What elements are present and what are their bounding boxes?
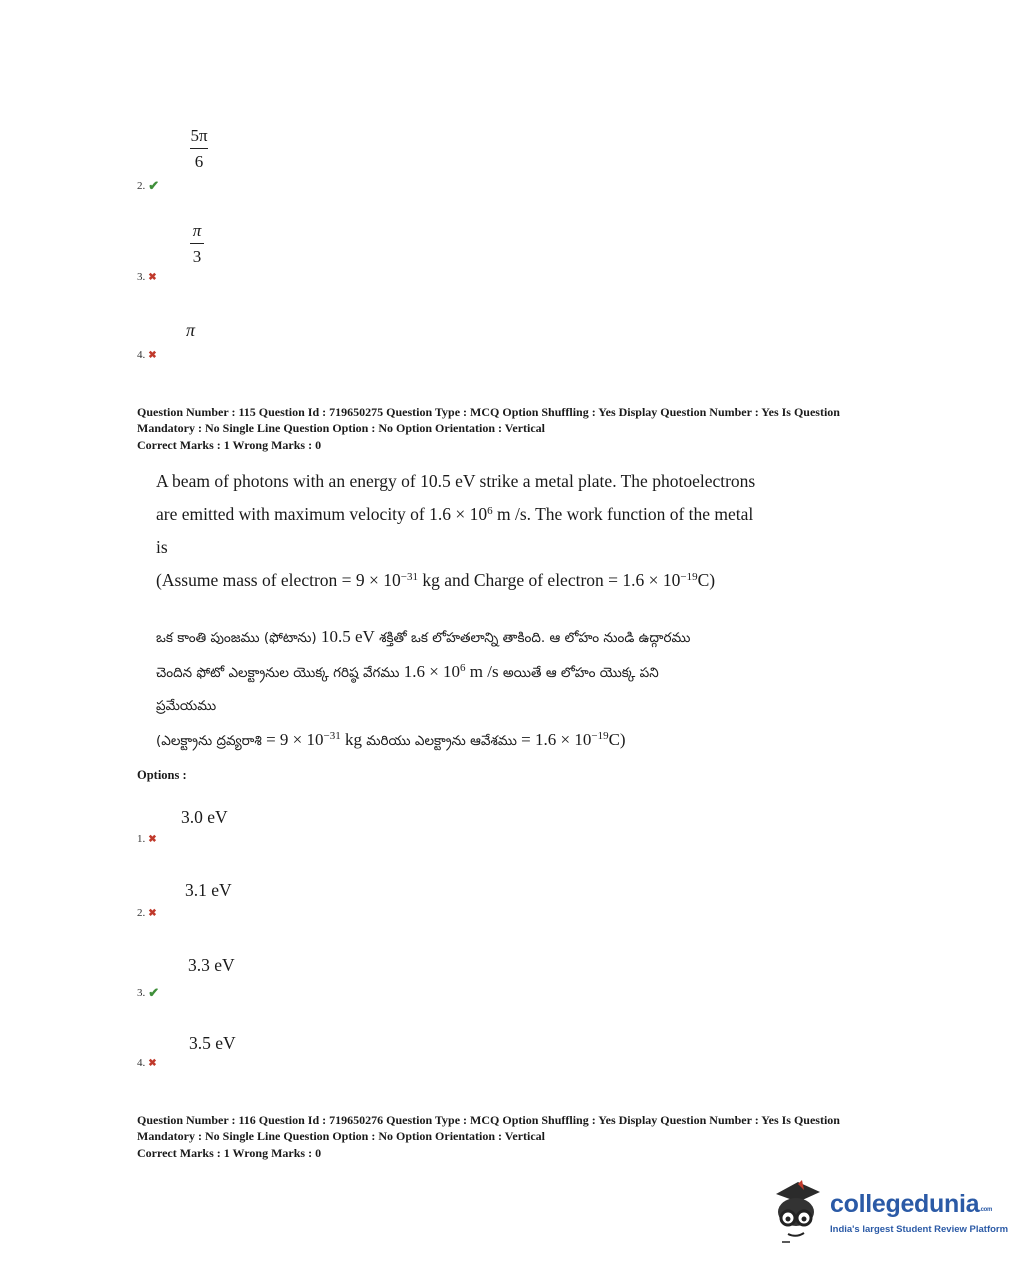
text-run: m /s. The work function of the metal bbox=[492, 504, 754, 524]
logo-text bbox=[830, 1192, 1008, 1235]
text-run: శక్తితో ఒక లోహతలాన్ని తాకింది. ఆ లోహం నుండి ఉద్గారము bbox=[374, 630, 691, 646]
text-run: (ఎలక్ట్రాను ద్రవ్యరాశి bbox=[156, 733, 267, 749]
prev-option-4-label bbox=[137, 349, 157, 361]
question-line bbox=[156, 564, 836, 597]
prev-option-2-value bbox=[190, 127, 208, 170]
check-icon: ✔ bbox=[148, 178, 160, 193]
exponent: 6 bbox=[487, 505, 493, 517]
option-number: 3. bbox=[137, 987, 146, 999]
text-run: 1.6 × 10 bbox=[403, 662, 461, 681]
q115-meta bbox=[137, 405, 917, 454]
fraction-bar bbox=[190, 148, 208, 149]
cross-icon: ✖ bbox=[148, 1057, 157, 1069]
text-run bbox=[266, 730, 362, 749]
meta-line: Mandatory : No Single Line Question Option : No Option Orientation : Vertical bbox=[137, 1128, 546, 1143]
text-run: మరియు ఎలక్ట్రాను ఆవేశము bbox=[361, 733, 522, 749]
q115-english-text bbox=[156, 465, 836, 597]
text-run: = 9 × 10 bbox=[266, 730, 324, 749]
exponent: −31 bbox=[400, 571, 418, 583]
prev-option-3-label bbox=[137, 271, 157, 283]
question-line: ప్రమేయము bbox=[156, 698, 217, 714]
fraction-numerator: 5π bbox=[190, 126, 208, 145]
text-run: అయితే ఆ లోహం యొక్క పని bbox=[498, 665, 659, 681]
prev-option-3-value bbox=[190, 222, 204, 265]
check-icon: ✔ bbox=[148, 985, 160, 1000]
text-run bbox=[521, 730, 625, 749]
text-run: చెందిన ఫోటో ఎలక్ట్రానుల యొక్క గరిష్ఠ వేగము bbox=[156, 665, 404, 681]
brand-text: collegedunia bbox=[830, 1190, 980, 1218]
fraction-numerator: π bbox=[192, 221, 202, 240]
text-run bbox=[404, 662, 499, 681]
meta-line: Mandatory : No Single Line Question Option : No Option Orientation : Vertical bbox=[137, 420, 546, 435]
fraction-bar bbox=[190, 243, 204, 244]
mascot-icon bbox=[768, 1178, 824, 1244]
cross-icon: ✖ bbox=[148, 271, 157, 283]
text-run: 10.5 eV bbox=[320, 627, 375, 646]
prev-option-2-label bbox=[137, 178, 159, 194]
brand-name bbox=[830, 1192, 1008, 1217]
question-line bbox=[156, 620, 836, 655]
text-run: = 1.6 × 10 bbox=[521, 730, 592, 749]
exponent: 6 bbox=[460, 662, 466, 674]
question-line: is bbox=[156, 537, 168, 557]
option-number: 4. bbox=[137, 349, 146, 361]
cross-icon: ✖ bbox=[148, 907, 157, 919]
option-2-label bbox=[137, 907, 157, 919]
question-line bbox=[156, 655, 836, 690]
text-run: C) bbox=[697, 570, 716, 590]
option-number: 2. bbox=[137, 180, 146, 192]
prev-option-4-value: π bbox=[186, 320, 196, 340]
cross-icon: ✖ bbox=[148, 349, 157, 361]
q116-meta bbox=[137, 1113, 917, 1162]
collegedunia-logo bbox=[768, 1178, 1008, 1244]
option-3-value: 3.3 eV bbox=[188, 955, 235, 975]
option-number: 4. bbox=[137, 1057, 146, 1069]
cross-icon: ✖ bbox=[148, 833, 157, 845]
fraction-denominator: 6 bbox=[194, 152, 204, 172]
brand-suffix: .com bbox=[979, 1207, 993, 1213]
question-line bbox=[156, 498, 836, 531]
meta-line: Question Number : 116 Question Id : 719650276 Question Type : MCQ Option Shuffling : Yes Display Question Number : Yes Is Question bbox=[137, 1113, 840, 1127]
text-run: are emitted with maximum velocity of 1.6 × 10 bbox=[156, 504, 488, 524]
brand-tagline: India's largest Student Review Platform bbox=[830, 1224, 1009, 1235]
option-4-label bbox=[137, 1057, 157, 1069]
fraction-denominator: 3 bbox=[192, 247, 202, 267]
marks-line: Correct Marks : 1 Wrong Marks : 0 bbox=[137, 438, 322, 452]
option-4-value: 3.5 eV bbox=[189, 1033, 236, 1053]
option-1-label bbox=[137, 833, 157, 845]
text-run: m /s bbox=[465, 662, 499, 681]
text-run: (Assume mass of electron = 9 × 10 bbox=[156, 570, 401, 590]
text-run: C) bbox=[608, 730, 626, 749]
marks-line: Correct Marks : 1 Wrong Marks : 0 bbox=[137, 1146, 322, 1160]
q115-telugu-text bbox=[156, 620, 836, 758]
text-run: ఒక కాంతి పుంజము (ఫోటాను) bbox=[156, 630, 321, 646]
text-run: kg and Charge of electron = 1.6 × 10 bbox=[417, 570, 681, 590]
option-number: 2. bbox=[137, 907, 146, 919]
question-line: A beam of photons with an energy of 10.5 eV strike a metal plate. The photoelectrons bbox=[156, 471, 756, 491]
option-2-value: 3.1 eV bbox=[185, 880, 232, 900]
options-label: Options : bbox=[137, 768, 187, 782]
option-number: 3. bbox=[137, 271, 146, 283]
exponent: −19 bbox=[680, 571, 698, 583]
exponent: −19 bbox=[591, 730, 609, 742]
text-run: kg bbox=[340, 730, 362, 749]
option-1-value: 3.0 eV bbox=[181, 807, 228, 827]
option-3-label bbox=[137, 985, 159, 1001]
meta-line: Question Number : 115 Question Id : 719650275 Question Type : MCQ Option Shuffling : Yes Display Question Number : Yes Is Question bbox=[137, 405, 840, 419]
option-number: 1. bbox=[137, 833, 146, 845]
exponent: −31 bbox=[323, 730, 341, 742]
question-line bbox=[156, 723, 836, 758]
